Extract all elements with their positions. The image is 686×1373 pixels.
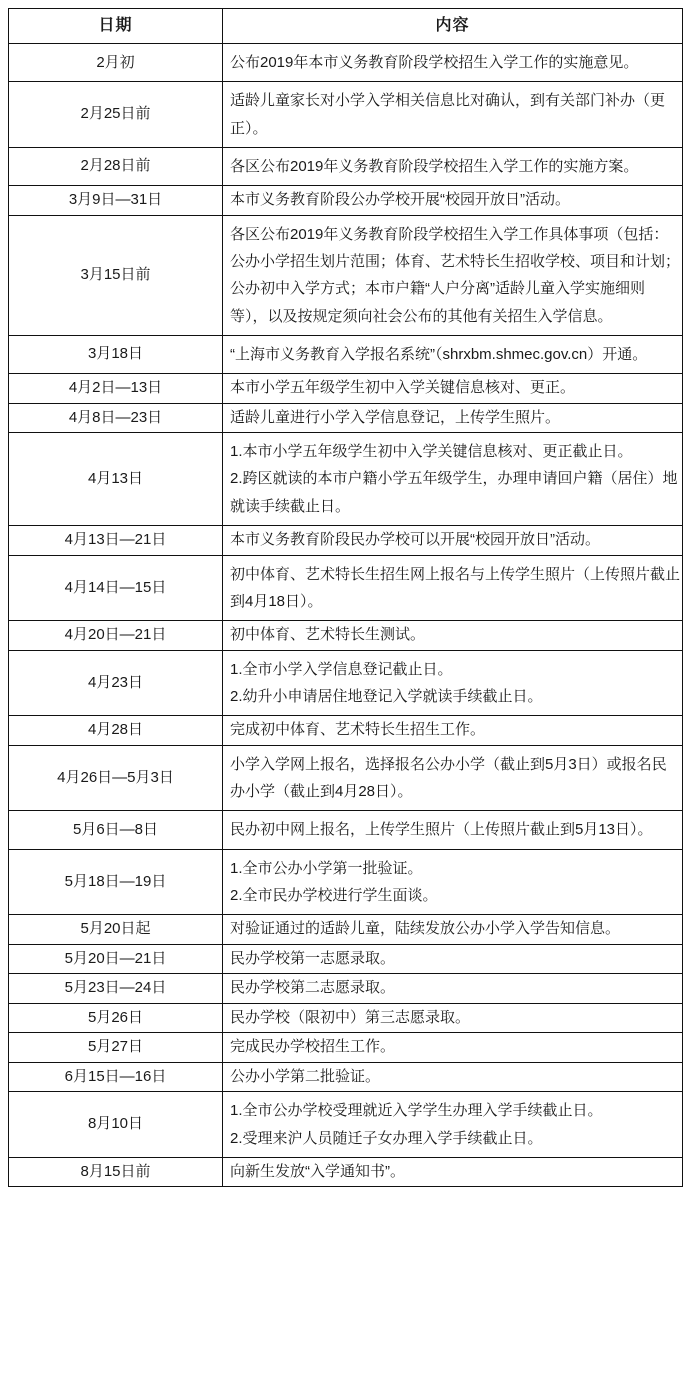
cell-date: 3月18日 [9,335,223,373]
content-line: 完成初中体育、艺术特长生招生工作。 [230,721,486,739]
table-row [9,974,683,1004]
cell-content [223,526,683,556]
cell-date: 6月15日—16日 [9,1062,223,1092]
table-row [9,374,683,404]
cell-date: 4月2日—13日 [9,374,223,404]
cell-content [223,1157,683,1187]
content-line: 初中体育、艺术特长生招生网上报名与上传学生照片（上传照片截止到4月18日）。 [230,565,681,610]
cell-content [223,374,683,404]
table-row [9,915,683,945]
cell-date: 4月28日 [9,716,223,746]
cell-date: 5月20日—21日 [9,944,223,974]
cell-content [223,1033,683,1063]
content-line: 民办学校第二志愿录取。 [230,979,396,997]
content-line: 1.全市小学入学信息登记截止日。 [230,660,453,678]
table-row [9,944,683,974]
content-line: 本市义务教育阶段民办学校可以开展“校园开放日”活动。 [230,531,600,549]
cell-date: 8月15日前 [9,1157,223,1187]
table-header [9,9,683,44]
content-line: 民办学校第一志愿录取。 [230,949,396,967]
content-line: “上海市义务教育入学报名系统”（shrxbm.shmec.gov.cn）开通。 [230,345,648,363]
table-row [9,1092,683,1158]
content-line: 公布2019年本市义务教育阶段学校招生入学工作的实施意见。 [230,54,639,71]
cell-date: 5月27日 [9,1033,223,1063]
table-row [9,1033,683,1063]
table-row [9,335,683,373]
table-body [9,44,683,1187]
content-line: 民办学校（限初中）第三志愿录取。 [230,1008,471,1026]
cell-date: 2月25日前 [9,82,223,148]
cell-content [223,82,683,148]
table-row [9,1157,683,1187]
cell-content [223,186,683,216]
cell-content [223,433,683,526]
column-header-content: 内容 [223,9,683,44]
cell-date: 2月28日前 [9,147,223,185]
content-line: 2.全市民办学校进行学生面谈。 [230,886,438,904]
cell-content [223,555,683,621]
table-row [9,621,683,651]
content-line: 1.全市公办小学第一批验证。 [230,859,423,877]
cell-content [223,650,683,716]
cell-content [223,1092,683,1158]
cell-content [223,716,683,746]
table-row [9,745,683,811]
table-row [9,147,683,185]
content-line: 初中体育、艺术特长生测试。 [230,626,426,644]
cell-date: 5月23日—24日 [9,974,223,1004]
cell-content [223,403,683,433]
content-line: 本市小学五年级学生初中入学关键信息核对、更正。 [230,379,576,397]
cell-date: 5月20日起 [9,915,223,945]
cell-content [223,1003,683,1033]
cell-date: 4月13日—21日 [9,526,223,556]
cell-date: 5月26日 [9,1003,223,1033]
cell-content [223,944,683,974]
cell-date: 3月9日—31日 [9,186,223,216]
cell-date: 4月8日—23日 [9,403,223,433]
content-line: 完成民办学校招生工作。 [230,1038,396,1056]
cell-content [223,215,683,335]
content-line: 1.本市小学五年级学生初中入学关键信息核对、更正截止日。 [230,443,633,461]
schedule-table [8,8,683,1187]
content-line: 2.跨区就读的本市户籍小学五年级学生，办理申请回户籍（居住）地就读手续截止日。 [230,470,678,515]
cell-content [223,811,683,849]
table-row [9,849,683,915]
content-line: 公办小学第二批验证。 [230,1067,381,1085]
header-row [9,9,683,44]
cell-content [223,335,683,373]
cell-content [223,974,683,1004]
cell-date: 5月18日—19日 [9,849,223,915]
content-line: 适龄儿童家长对小学入学相关信息比对确认，到有关部门补办（更正）。 [230,92,666,137]
column-header-date: 日期 [9,9,223,44]
cell-date: 8月10日 [9,1092,223,1158]
content-line: 小学入学网上报名，选择报名公办小学（截止到5月3日）或报名民办小学（截止到4月28日）。 [230,755,667,801]
content-line: 民办初中网上报名，上传学生照片（上传照片截止到5月13日）。 [230,821,653,839]
table-row [9,44,683,82]
cell-date: 2月初 [9,44,223,82]
table-row [9,433,683,526]
cell-content [223,849,683,915]
table-row [9,215,683,335]
cell-content [223,621,683,651]
content-line: 本市义务教育阶段公办学校开展“校园开放日”活动。 [230,191,570,209]
table-row [9,811,683,849]
cell-date: 4月23日 [9,650,223,716]
table-row [9,82,683,148]
cell-content [223,1062,683,1092]
table-row [9,403,683,433]
table-row [9,650,683,716]
cell-date: 4月26日—5月3日 [9,745,223,811]
content-line: 对验证通过的适龄儿童，陆续发放公办小学入学告知信息。 [230,920,621,938]
cell-content [223,745,683,811]
table-row [9,716,683,746]
cell-date: 4月14日—15日 [9,555,223,621]
content-line: 1.全市公办学校受理就近入学学生办理入学手续截止日。 [230,1102,603,1120]
content-line: 2.幼升小申请居住地登记入学就读手续截止日。 [230,687,543,705]
cell-content [223,44,683,82]
table-row [9,555,683,621]
table-row [9,186,683,216]
content-line: 向新生发放“入学通知书”。 [230,1162,405,1180]
cell-date: 4月20日—21日 [9,621,223,651]
content-line: 2.受理来沪人员随迁子女办理入学手续截止日。 [230,1129,543,1147]
table-row [9,1003,683,1033]
cell-date: 5月6日—8日 [9,811,223,849]
cell-content [223,147,683,185]
cell-content [223,915,683,945]
cell-date: 3月15日前 [9,215,223,335]
content-line: 适龄儿童进行小学入学信息登记，上传学生照片。 [230,408,561,426]
content-line: 各区公布2019年义务教育阶段学校招生入学工作的实施方案。 [230,157,639,175]
table-row [9,1062,683,1092]
cell-date: 4月13日 [9,433,223,526]
table-row [9,526,683,556]
content-line: 各区公布2019年义务教育阶段学校招生入学工作具体事项（包括：公办小学招生划片范围；体育、艺术特长生招收学校、项目和计划；公办初中入学方式；本市户籍“人户分离”适龄儿童入学实施细则等），以及按规定须向社会公布的其他有关招生入学信息。 [230,225,681,325]
